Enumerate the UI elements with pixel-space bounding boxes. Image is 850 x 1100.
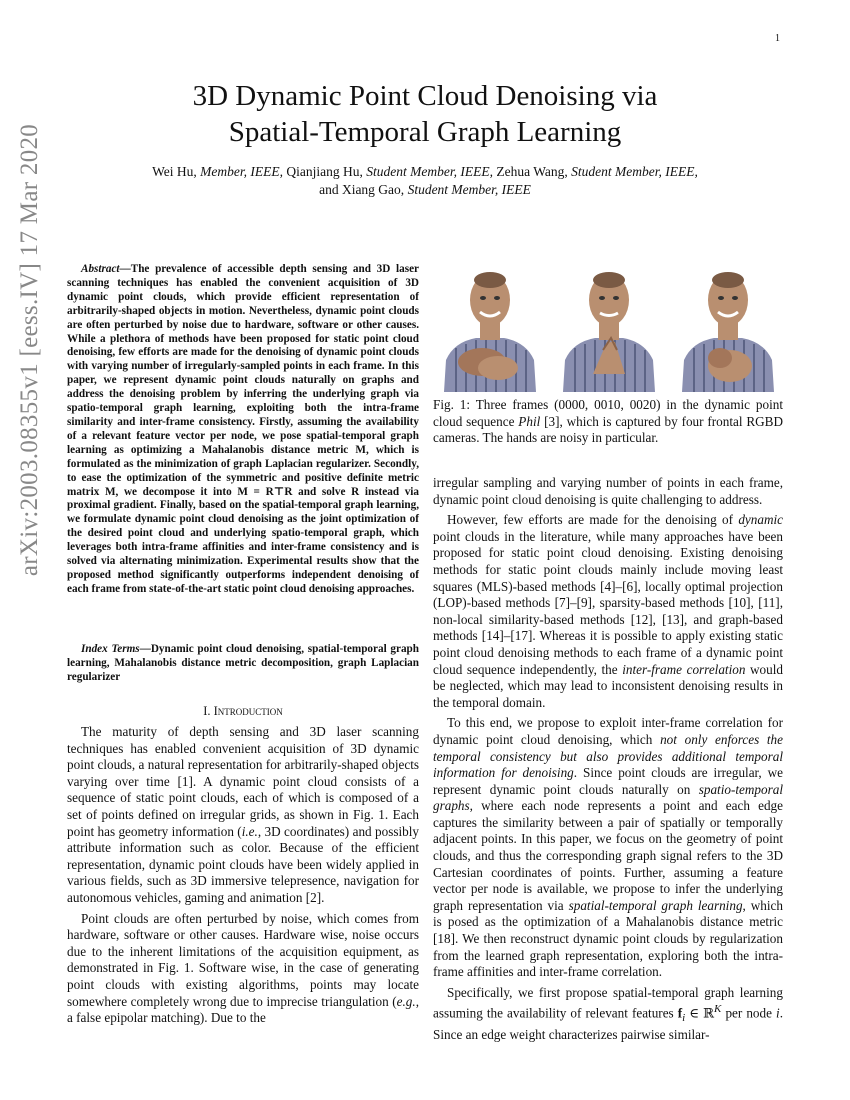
right-paragraph-1: irregular sampling and varying number of points in each frame, dynamic point cloud denoising is quite challenging to address. [433,475,783,507]
index-terms [67,643,419,685]
intro-paragraph-1: The maturity of depth sensing and 3D laser scanning techniques has enabled convenient acquisition of 3D dynamic point clouds, a natural representation for arbitrarily-shaped objects varying over time [1]. A dynamic point cloud consists of a sequence of static point clouds, each of which is composed of a set of points defined on irregular grids, as shown in Fig. 1. Each point has geometry information (i.e., 3D coordinates) and possibly attribute information such as color. Because of the efficient representation, dynamic point clouds have been widely applied in various fields, such as 3D immersive telepresence, navigation for autonomous vehicles, gaming and animation [2]. [67,724,419,905]
arxiv-stamp [10,55,50,645]
author-1-role: Member, IEEE, [200,164,284,179]
right-column-body [433,475,783,1044]
title-line-2: Spatial-Temporal Graph Learning [228,116,622,148]
right-paragraph-4: Specifically, we first propose spatial-temporal graph learning assuming the availability of relevant features $f_i$ ∈ ℝ$^K$ per node i. Since an edge weight characterizes pairwise similar- [433,984,783,1043]
abstract-text: —The prevalence of accessible depth sensing and 3D laser scanning techniques has enabled the convenient acquisition of 3D dynamic point clouds, which provide efficient representation of arbitrarily-shaped objects in motion. Nevertheless, dynamic point clouds are often perturbed by noise due to hardware, software or other causes. While a plethora of methods have been proposed for static point cloud denoising, few efforts are made for the denoising of dynamic point clouds with varying number of irregularly-sampled points in each frame. In this paper, we represent dynamic point clouds naturally on graphs and address the denoising problem by inferring the underlying graph via spatio-temporal graph learning, exploiting both the intra-frame similarity and inter-frame consistency. Firstly, assuming the availability of a relevant feature vector per node, we pose spatial-temporal graph learning as optimizing a Mahalanobis distance metric M, which is formulated as the minimization of graph Laplacian regularizer. Secondly, to ease the optimization of the symmetric and positive definite metric matrix M, we decompose it into M = R⊤R and solve R instead via proximal gradient. Finally, based on the spatial-temporal graph learning, we formulate dynamic point cloud denoising as the joint optimization of the desired point cloud and underlying spatio-temporal graph, which leverages both intra-frame affinities and inter-frame consistency and is solved via alternating minimization. Experimental results show that the proposed method significantly outperforms independent denoising of each frame from state-of-the-art static point cloud denoising approaches. [67,263,419,595]
intro-body [67,724,419,1027]
person-figure-icon [674,262,782,392]
author-2-role: Student Member, IEEE, [366,164,493,179]
index-terms-label: Index Terms [81,643,140,655]
right-paragraph-2: However, few efforts are made for the denoising of dynamic point clouds in the literature, while many approaches have been proposed for static point cloud denoising. Existing denoising methods for static point clouds mainly include moving least squares (MLS)-based methods [4]–[6], locally optimal projection (LOP)-based methods [7]–[9], sparsity-based methods [10], [11], non-local similarity-based methods [12], [13], and graph-based methods [14]–[17]. Whereas it is possible to apply existing static point cloud denoising methods to each frame of a dynamic point cloud sequence independently, the inter-frame correlation would be neglected, which may lead to inconsistent denoising results in the temporal domain. [433,512,784,710]
figure-caption: Fig. 1: Three frames (0000, 0010, 0020) in the dynamic point cloud sequence Phil [3], which is captured by four frontal RGBD cameras. The hands are noisy in particular. [433,397,783,446]
index-terms-text: —Dynamic point cloud denoising, spatial-temporal graph learning, Mahalanobis distance metric decomposition, graph Laplacian regularizer [67,643,419,683]
intro-paragraph-2: Point clouds are often perturbed by noise, which comes from hardware, software or other causes. Hardware wise, noise occurs due to the inherent limitations of the acquisition equipment, as demonstrated in Fig. 1. Software wise, in the case of generating point clouds with existing algorithms, points may locate somewhere completely wrong due to imprecise triangulation (e.g., a false epipolar matching). Due to the [67,910,419,1026]
frame-image [674,262,782,392]
abstract-label: Abstract [81,263,120,275]
figure-1 [436,262,782,392]
title-line-1: 3D Dynamic Point Cloud Denoising via [192,80,658,112]
section-initial: I [213,704,218,718]
section-number: I. [203,704,211,718]
section-title: ntroduction [217,704,283,718]
author-4-role: Student Member, IEEE [407,182,531,197]
author-3-role: Student Member, IEEE, [571,164,698,179]
author-3: Zehua Wang, [496,164,568,179]
section-heading [67,704,419,719]
author-2: Qianjiang Hu, [286,164,363,179]
frame-image [555,262,663,392]
paper-title [60,78,790,150]
author-list [90,163,760,199]
author-1: Wei Hu, [152,164,197,179]
frame-image [436,262,544,392]
person-figure-icon [555,262,663,392]
person-figure-icon [436,262,544,392]
author-4: and Xiang Gao, [319,182,405,197]
page-number: 1 [775,33,780,44]
arxiv-stamp-text: arXiv:2003.08355v1 [eess.IV] 17 Mar 2020 [16,123,44,577]
abstract [67,263,419,597]
right-paragraph-3: To this end, we propose to exploit inter-frame correlation for dynamic point cloud denoising, which not only enforces the temporal consistency but also provides additional temporal information for denoising. Since point clouds are irregular, we represent dynamic point clouds naturally on spatio-temporal graphs, where each node represents a point and each edge captures the similarity between a pair of spatially or temporally adjacent points. In this paper, we focus on the geometry of point clouds, and thus the corresponding graph signal refers to the 3D Cartesian coordinates of points. Further, assuming a feature vector per node is available, we propose to infer the underlying graph representation via spatial-temporal graph learning, which is posed as the optimization of a Mahalanobis distance metric [18]. We then reconstruct dynamic point clouds by regularization from the learned graph representation, exploring both the intra-frame affinities and inter-frame correlation. [433,715,784,980]
